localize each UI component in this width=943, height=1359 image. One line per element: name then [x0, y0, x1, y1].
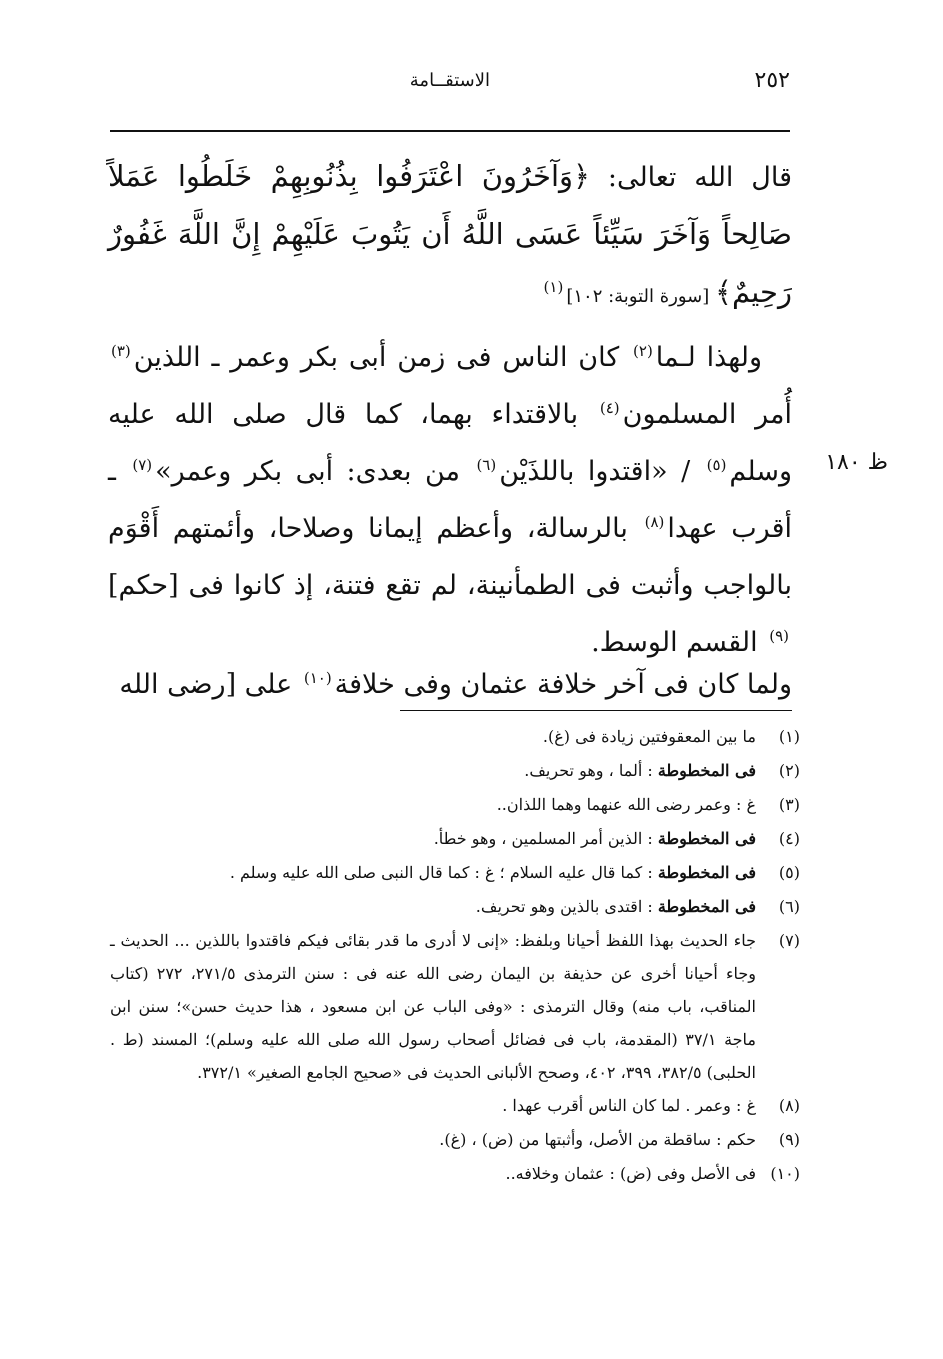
- footnote-item: [110, 720, 800, 754]
- footnote-ref-1[interactable]: (١): [543, 278, 564, 296]
- footnote-number: (٣): [778, 795, 800, 814]
- footnote-rule: [400, 710, 792, 711]
- text-segment: من بعدى: أبى بكر وعمر»: [155, 456, 474, 487]
- footnote-number: (٦): [778, 897, 800, 916]
- footnote-item: [110, 924, 800, 1089]
- footnote-ref-2[interactable]: (٢): [633, 342, 653, 360]
- footnote-number: (١): [778, 727, 800, 746]
- footnotes: [110, 720, 800, 1191]
- header-rule: [110, 130, 790, 132]
- footnote-number: (٧): [778, 931, 800, 950]
- footnote-ref-10[interactable]: (١٠): [303, 669, 332, 687]
- surah-citation: [سورة التوبة: ١٠٢]: [566, 286, 716, 307]
- footnote-text: [110, 754, 756, 788]
- footnote-number: (٩): [778, 1130, 800, 1149]
- footnote-item: [110, 788, 800, 822]
- footnote-text: ما بين المعقوفتين زيادة فى (غ).: [542, 727, 756, 746]
- running-title: الاستقــامة: [409, 70, 490, 91]
- footnote-ref-6[interactable]: (٦): [476, 456, 497, 474]
- footnote-number: (٨): [778, 1096, 800, 1115]
- page-header: [110, 68, 790, 100]
- footnote-ref-9[interactable]: (٩): [769, 627, 789, 645]
- text-segment: بالرسالة، وأعظم إيمانا وصلاحا، وأئمتهم أَقْوَم بالواجب وأثبت فى الطمأنينة، لم تقع فتنة، إذ كانوا فى [حكم]: [108, 513, 792, 601]
- text-segment: كان الناس فى زمن أبى بكر وعمر ـ اللذين: [133, 342, 631, 373]
- footnote-number: (٤): [778, 829, 800, 848]
- manuscript-folio-note: ظ ١٨٠: [825, 450, 888, 475]
- footnote-text: غ : وعمر رضى الله عنهما وهما اللذان..: [496, 795, 756, 814]
- footnote-label: فى المخطوطة: [657, 829, 756, 848]
- footnote-body: : اقتدى بالذين وهو تحريف.: [475, 897, 658, 916]
- footnote-item: [110, 1089, 800, 1123]
- footnote-item: [110, 1157, 800, 1191]
- footnote-item: [110, 856, 800, 890]
- text-segment: / «اقتدوا باللذَيْن: [499, 456, 704, 487]
- footnote-text: [110, 856, 756, 890]
- footnote-text: جاء الحديث بهذا اللفظ أحيانا وبلفظ: «إنى لا أدرى ما قدر بقائى فيكم فاقتدوا باللذين ... الحديث ـ وجاء أحيانا أخرى عن حذيفة بن اليمان رضى الله عنه فى : سنن الترمذى ٢٧١/٥، ٢٧٢ (كتاب المناقب، باب منه) وقال الترمذى : «وفى الباب عن ابن مسعود ، هذا حديث حسن»؛ سنن ابن ماجة ٣٧/١ (المقدمة، باب فى فضائل أصحاب رسول الله صلى الله عليه وسلم)؛ المسند (ط . الحلبى) ٣٨٢/٥، ٣٩٩، ٤٠٢، وصحح الألبانى الحديث فى «صحيح الجامع الصغير» ٣٧٢/١.: [110, 931, 757, 1082]
- quran-verse: ﴿وَآخَرُونَ اعْتَرَفُوا بِذُنُوبِهِمْ خَلَطُوا عَمَلاً صَالِحاً وَآخَرَ سَيِّئاً عَسَى اللَّهُ أَن يَتُوبَ عَلَيْهِمْ إِنَّ اللَّهَ غَفُورٌ رَحِيمٌ﴾: [108, 159, 792, 309]
- footnote-number: (١٠): [770, 1164, 800, 1183]
- footnote-item: [110, 890, 800, 924]
- footnote-ref-4[interactable]: (٤): [599, 399, 620, 417]
- text-segment: ولهذا لـما: [655, 342, 762, 373]
- footnote-item: [110, 754, 800, 788]
- footnote-ref-5[interactable]: (٥): [706, 456, 727, 474]
- text-segment: على [رضى الله: [119, 669, 301, 700]
- paragraph-main: [108, 329, 792, 671]
- text-segment: القسم الوسط.: [591, 627, 767, 658]
- footnote-text: [110, 890, 756, 924]
- footnote-ref-8[interactable]: (٨): [644, 513, 665, 531]
- footnote-label: فى المخطوطة: [657, 897, 756, 916]
- main-text: [108, 148, 792, 675]
- footnote-text: [110, 822, 756, 856]
- page-number: ٢٥٢: [754, 68, 790, 93]
- footnote-number: (٢): [778, 761, 800, 780]
- text-segment: ولما كان فى آخر خلافة عثمان وفى خلافة: [334, 669, 792, 700]
- footnote-label: فى المخطوطة: [657, 863, 756, 882]
- footnote-label: فى المخطوطة: [657, 761, 756, 780]
- footnote-item: [110, 822, 800, 856]
- verse-intro: قال الله تعالى:: [590, 162, 793, 193]
- text-segment: أُمر المسلمون: [622, 399, 792, 430]
- paragraph-continuation: [108, 660, 792, 710]
- footnote-text: فى الأصل وفى (ض) : عثمان وخلافه..: [505, 1164, 756, 1183]
- footnote-item: [110, 1123, 800, 1157]
- footnote-body: : ألما ، وهو تحريف.: [524, 761, 658, 780]
- footnote-text: حكم : ساقطة من الأصل، وأثبتها من (ض) ، (غ).: [439, 1130, 756, 1149]
- footnote-ref-3[interactable]: (٣): [111, 342, 131, 360]
- text-segment: ـ أقرب عهدا: [108, 456, 792, 544]
- footnote-ref-7[interactable]: (٧): [132, 456, 153, 474]
- footnote-body: : الذين أمر المسلمين ، وهو خطأ.: [433, 829, 658, 848]
- paragraph-quran-verse: [108, 148, 792, 325]
- footnote-text: غ : وعمر . لما كان الناس أقرب عهدا .: [502, 1096, 756, 1115]
- text-segment: بالاقتداء بهما، كما قال صلى الله عليه وسلم: [108, 399, 792, 487]
- footnote-number: (٥): [778, 863, 800, 882]
- footnote-body: : كما قال عليه السلام ؛ غ : كما قال النبى صلى الله عليه وسلم .: [229, 863, 658, 882]
